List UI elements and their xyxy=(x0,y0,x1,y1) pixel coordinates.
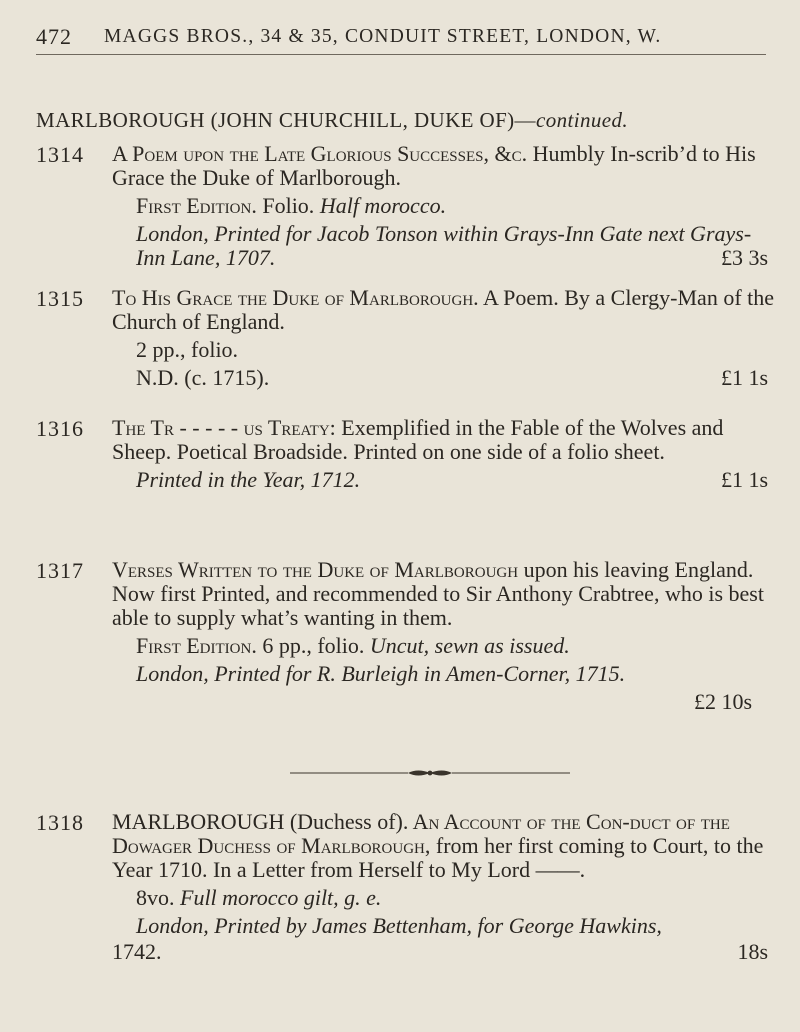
entry-body xyxy=(112,286,776,390)
entry-body xyxy=(112,810,776,964)
binding: Half morocco. xyxy=(319,193,447,218)
entry-body xyxy=(112,142,776,270)
entry-title: A Poem upon the Late Glorious Successes, &c. xyxy=(112,141,528,166)
imprint: London, Printed for R. Burleigh in Amen-Corner, 1715. xyxy=(136,661,626,686)
format: 2 pp., folio. xyxy=(136,337,239,362)
entry-body xyxy=(112,558,776,714)
entry-title-rest: Humbly In-scrib’d to His Grace the Duke of Marlborough. xyxy=(112,141,756,190)
entry-number: 1318 xyxy=(36,810,84,835)
section-title: MARLBOROUGH (JOHN CHURCHILL, DUKE OF)— xyxy=(36,108,536,132)
entry-title-rest: from her first coming to Court, to the Year 1710. In a Letter from Herself to My Lord ——. xyxy=(112,833,764,882)
page-header xyxy=(36,24,766,60)
page-number: 472 xyxy=(36,24,72,49)
price: 18s xyxy=(737,939,768,964)
entry-title: Verses Written to the Duke of Marlborough xyxy=(112,557,519,582)
section-heading xyxy=(36,108,628,133)
binding: Full morocco gilt, g. e. xyxy=(180,885,382,910)
entry-number: 1316 xyxy=(36,416,84,441)
entry-title: MARLBOROUGH (Duchess of). xyxy=(112,809,409,834)
header-rule xyxy=(36,54,766,55)
price: £1 1s xyxy=(720,365,768,390)
entry-number: 1314 xyxy=(36,142,84,167)
edition: First Edition. xyxy=(136,193,257,218)
price: £2 10s xyxy=(693,689,752,714)
entry-title: To His Grace the Duke of Marlborough. xyxy=(112,285,479,310)
entry-body xyxy=(112,416,776,492)
format: 8vo. xyxy=(136,885,180,910)
entry-number: 1315 xyxy=(36,286,84,311)
imprint: N.D. (c. 1715). xyxy=(136,365,270,390)
binding: Uncut, sewn as issued. xyxy=(369,633,570,658)
entry-title-rest: Exemplified in the Fable of the Wolves and Sheep. Poetical Broadside. Printed on one side of a folio sheet. xyxy=(112,415,724,464)
entry-number: 1317 xyxy=(36,558,84,583)
format: Folio. xyxy=(256,193,320,218)
price: £3 3s xyxy=(720,245,768,270)
running-title: MAGGS BROS., 34 & 35, CONDUIT STREET, LONDON, W. xyxy=(104,26,662,47)
format: 6 pp., folio. xyxy=(256,633,370,658)
price: £1 1s xyxy=(720,467,768,492)
entry-title-rest: A Poem. By a Clergy-Man of the Church of England. xyxy=(112,285,775,334)
entry-title-sc: An Account of the Con-duct of the Dowager Duchess of Marlborough, xyxy=(112,809,730,858)
entry-title: The Tr - - - - - us Treaty: xyxy=(112,415,336,440)
imprint: London, Printed for Jacob Tonson within Grays-Inn Gate next Grays-Inn Lane, 1707. xyxy=(136,221,752,270)
edition: First Edition. xyxy=(136,633,257,658)
imprint: Printed in the Year, 1712. xyxy=(136,467,361,492)
imprint: London, Printed by James Bettenham, for George Hawkins, xyxy=(136,913,662,938)
section-continued: continued. xyxy=(535,108,629,132)
entry-title-rest: upon his leaving England. Now first Printed, and recommended to Sir Anthony Crabtree, who is best able to supply what’s wanting in them. xyxy=(112,557,764,630)
section-divider-ornament xyxy=(290,766,570,780)
imprint-year: 1742. xyxy=(112,939,162,964)
